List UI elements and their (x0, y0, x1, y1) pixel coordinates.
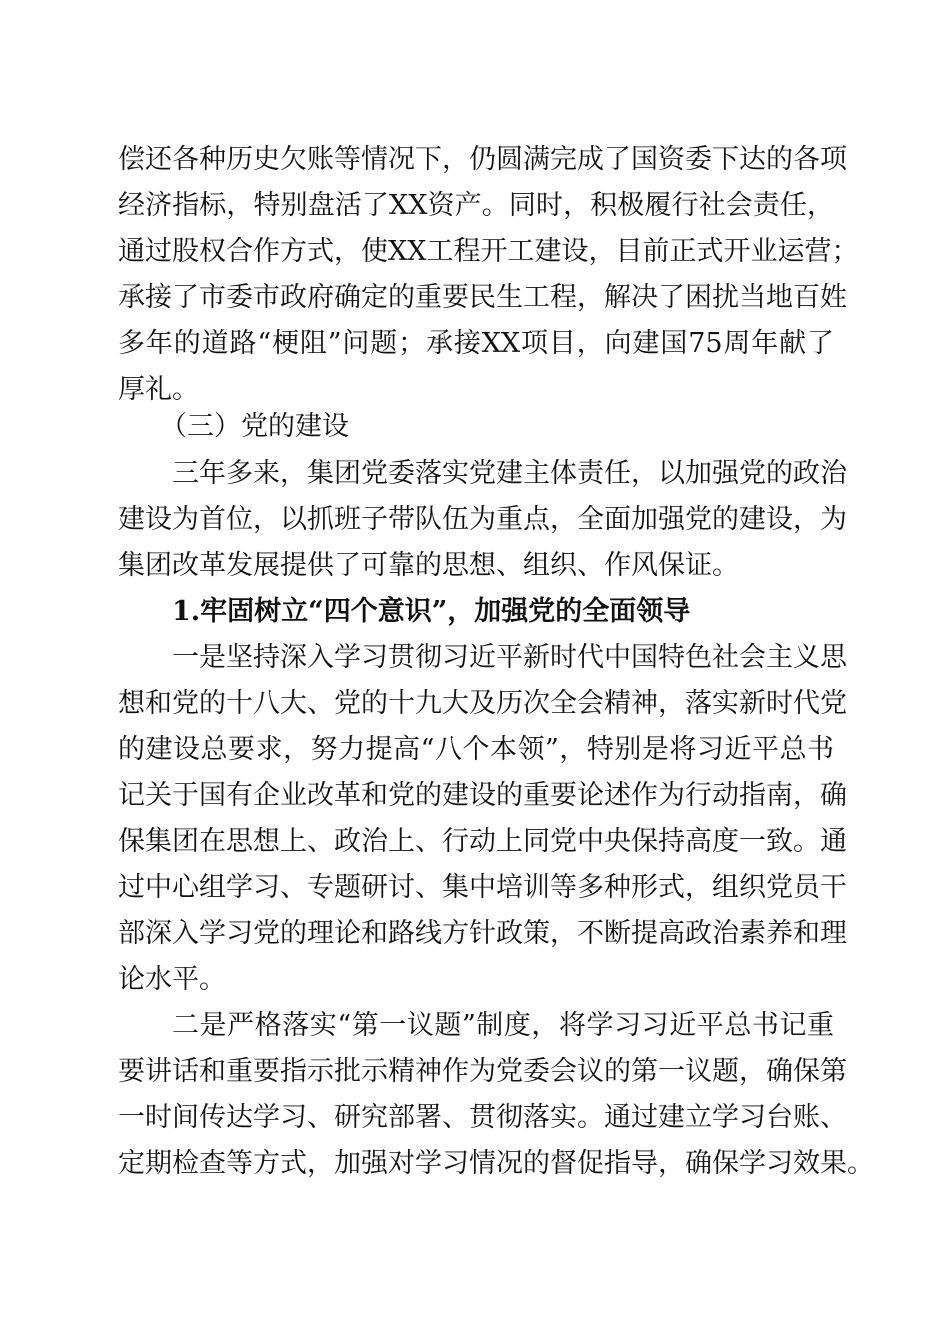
paragraph-line: 部深入学习党的理论和路线方针政策，不断提高政治素养和理 (118, 918, 847, 949)
paragraph-line: 通过股权合作方式，使XX工程开工建设，目前正式开业运营； (118, 236, 859, 267)
paragraph-line: 二是严格落实“第一议题”制度，将学习习近平总书记重 (172, 1010, 834, 1041)
paragraph-line: 一时间传达学习、研究部署、贯彻落实。通过建立学习台账、 (118, 1102, 847, 1133)
paragraph-line: 多年的道路“梗阻”问题；承接XX项目，向建国75周年献了 (118, 328, 834, 359)
paragraph-line: 的建设总要求，努力提高“八个本领”，特别是将习近平总书 (118, 734, 834, 765)
paragraph-line: 厚礼。 (118, 374, 199, 405)
section-heading: （三）党的建设 (160, 411, 349, 442)
paragraph-line: 偿还各种历史欠账等情况下，仍圆满完成了国资委下达的各项 (118, 144, 847, 175)
paragraph-line: 过中心组学习、专题研讨、集中培训等多种形式，组织党员干 (118, 872, 847, 903)
paragraph-line: 保集团在思想上、政治上、行动上同党中央保持高度一致。通 (118, 826, 847, 857)
subheading: 1.牢固树立“四个意识”，加强党的全面领导 (172, 596, 691, 627)
paragraph-line: 建设为首位，以抓班子带队伍为重点，全面加强党的建设，为 (118, 504, 847, 535)
paragraph-line: 一是坚持深入学习贯彻习近平新时代中国特色社会主义思 (172, 642, 847, 673)
paragraph-line: 要讲话和重要指示批示精神作为党委会议的第一议题，确保第 (118, 1056, 847, 1087)
paragraph-line: 记关于国有企业改革和党的建设的重要论述作为行动指南，确 (118, 780, 847, 811)
paragraph-line: 承接了市委市政府确定的重要民生工程，解决了困扰当地百姓 (118, 282, 847, 313)
paragraph-line: 集团改革发展提供了可靠的思想、组织、作风保证。 (118, 550, 739, 581)
paragraph-line: 论水平。 (118, 964, 226, 995)
paragraph-line: 想和党的十八大、党的十九大及历次全会精神，落实新时代党 (118, 688, 847, 719)
paragraph-line: 经济指标，特别盘活了XX资产。同时，积极履行社会责任， (118, 190, 834, 221)
paragraph-line: 三年多来，集团党委落实党建主体责任，以加强党的政治 (172, 458, 847, 489)
paragraph-line: 定期检查等方式，加强对学习情况的督促指导，确保学习效果。 (118, 1148, 874, 1179)
